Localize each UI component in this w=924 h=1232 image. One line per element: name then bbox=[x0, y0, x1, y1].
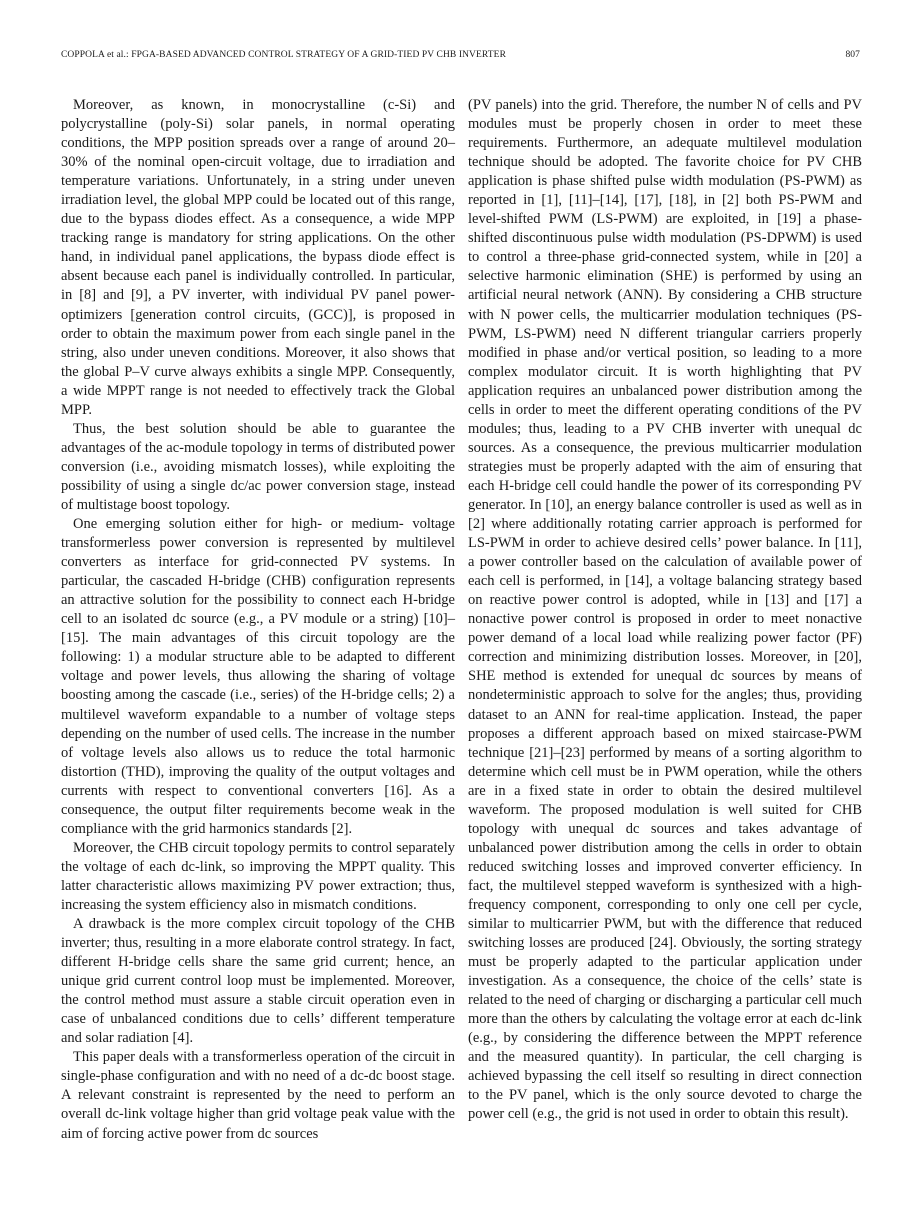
paragraph: Thus, the best solution should be able to guarantee the advantages of the ac-module topology in terms of distributed power conversion (i.e., avoiding mismatch losses), while exploiting the possibility of using a single dc/ac power conversion stage, instead of multistage boost topology. bbox=[61, 420, 455, 513]
paragraph: Moreover, the CHB circuit topology permits to control separately the voltage of each dc-link, so improving the MPPT quality. This latter characteristic allows maximizing PV power extraction; thus, increasing the system efficiency also in mismatch conditions. bbox=[61, 839, 455, 913]
page-number: 807 bbox=[845, 50, 860, 60]
paragraph: Moreover, as known, in monocrystalline (c-Si) and polycrystalline (poly-Si) solar panels, in normal operating conditions, the MPP position spreads over a range of around 20–30% of the nominal open-circuit voltage, due to irradiation and temperature variations. Unfortunately, in a string under uneven irradiation level, the global MPP could be located out of this range, due to the bypass diodes effect. As a consequence, a wide MPP tracking range is mandatory for string applications. On the other hand, in individual panel applications, the bypass diode effect is absent because each panel is individually controlled. In particular, in [8] and [9], a PV inverter, with individual PV panel power-optimizers [generation control circuits, (GCC)], is proposed in order to obtain the maximum power from each single panel in the string, also under uneven conditions. Moreover, it also shows that the global P–V curve always exhibits a single MPP. Consequently, a wide MPPT range is not needed to effectively track the Global MPP. bbox=[61, 97, 455, 418]
running-title: COPPOLA et al.: FPGA-BASED ADVANCED CONTROL STRATEGY OF A GRID-TIED PV CHB INVERTER bbox=[61, 50, 507, 60]
left-column bbox=[61, 96, 455, 1144]
page-header bbox=[61, 50, 860, 64]
paragraph: A drawback is the more complex circuit topology of the CHB inverter; thus, resulting in a more elaborate control strategy. In fact, different H-bridge cells share the same grid current; hence, an unique grid current control loop must be implemented. Moreover, the control method must assure a stable circuit operation even in case of unbalanced conditions due to cells’ different temperature and solar radiation [4]. bbox=[61, 916, 455, 1047]
right-column bbox=[468, 96, 862, 1125]
paragraph: (PV panels) into the grid. Therefore, the number N of cells and PV modules must be properly chosen in order to meet these requirements. Furthermore, an adequate multilevel modulation technique should be adopted. The favorite choice for PV CHB application is phase shifted pulse width modulation (PS-PWM) as reported in [1], [11]–[14], [17], [18], in [2] both PS-PWM and level-shifted PWM (LS-PWM) are exploited, in [19] a phase-shifted discontinuous pulse width modulation (PS-DPWM) is used to control a three-phase grid-connected system, while in [20] a selective harmonic elimination (SHE) is performed by using an artificial neural network (ANN). By considering a CHB structure with N power cells, the multicarrier modulation techniques (PS-PWM, LS-PWM) need N different triangular carriers properly modified in phase and/or vertical position, so leading to a more complex modulator circuit. It is worth highlighting that PV application requires an unbalanced power distribution among the cells in order to meet the different operating conditions of the PV modules; thus, leading to a PV CHB inverter with unequal dc sources. As a consequence, the previous multicarrier modulation strategies must be properly adapted with the aim of ensuring that each H-bridge cell could handle the power of its corresponding PV generator. In [10], an energy balance controller is used as well as in [2] where additionally rotating carrier approach is performed for LS-PWM in order to achieve desired cells’ power balance. In [11], a power controller based on the calculation of available power of each cell is performed, in [14], a voltage balancing strategy based on reactive power control is adopted, while in [13] and [17] a nonactive power control is proposed in order to meet nonactive power demand of a local load while realizing power factor (PF) correction and minimizing distribution losses. Moreover, in [20], SHE method is extended for unequal dc sources by means of nondeterministic approach to solve for the angles; thus, providing dataset to an ANN for real-time application. Instead, the paper proposes a different approach based on mixed staircase-PWM technique [21]–[23] performed by means of a sorting algorithm to determine which cell must be in PWM operation, while the others are in a fixed state in order to obtain the desired multilevel waveform. The proposed modulation is well suited for CHB topology with unequal dc sources and takes advantage of unbalanced power distribution among the cells in order to obtain reduced switching losses and improved converter efficiency. In fact, the multilevel stepped waveform is synthesized with a high-frequency component, corresponding to only one cell per cycle, similar to multicarrier PWM, but with the difference that reduced switching losses are produced [24]. Obviously, the sorting strategy must be properly adapted to the particular application under investigation. As a consequence, the choice of the cells’ state is related to the need of charging or discharging a particular cell much more than the others by calculating the voltage error at each dc-link (e.g., by considering the difference between the MPPT reference and the measured quantity). In particular, the cell charging is achieved bypassing the cell itself so resulting in direct connection to the PV panel, which is the only source devoted to charge the power cell (e.g., the grid is not used in order to obtain this result). bbox=[468, 97, 862, 1123]
paragraph: One emerging solution either for high- or medium- voltage transformerless power conversion is represented by multilevel converters as interface for grid-connected PV systems. In particular, the cascaded H-bridge (CHB) configuration represents an attractive solution for the possibility to connect each H-bridge cell to an isolated dc source (e.g., a PV module or a string) [10]–[15]. The main advantages of this circuit topology are the following: 1) a modular structure able to be adapted to different voltage and power levels, thus allowing the sharing of voltage boosting among the cascade (i.e., series) of the H-bridge cells; 2) a multilevel waveform expandable to a number of voltage steps depending on the number of used cells. The increase in the number of voltage levels also allows us to reduce the total harmonic distortion (THD), improving the quality of the output voltages and currents with respect to conventional converters [16]. As a consequence, the output filter requirements become weak in the compliance with the grid harmonics standards [2]. bbox=[61, 516, 455, 837]
paragraph: This paper deals with a transformerless operation of the circuit in single-phase configuration and with no need of a dc-dc boost stage. A relevant constraint is represented by the need to perform an overall dc-link voltage higher than grid voltage peak value with the aim of forcing active power from dc sources bbox=[61, 1049, 455, 1142]
